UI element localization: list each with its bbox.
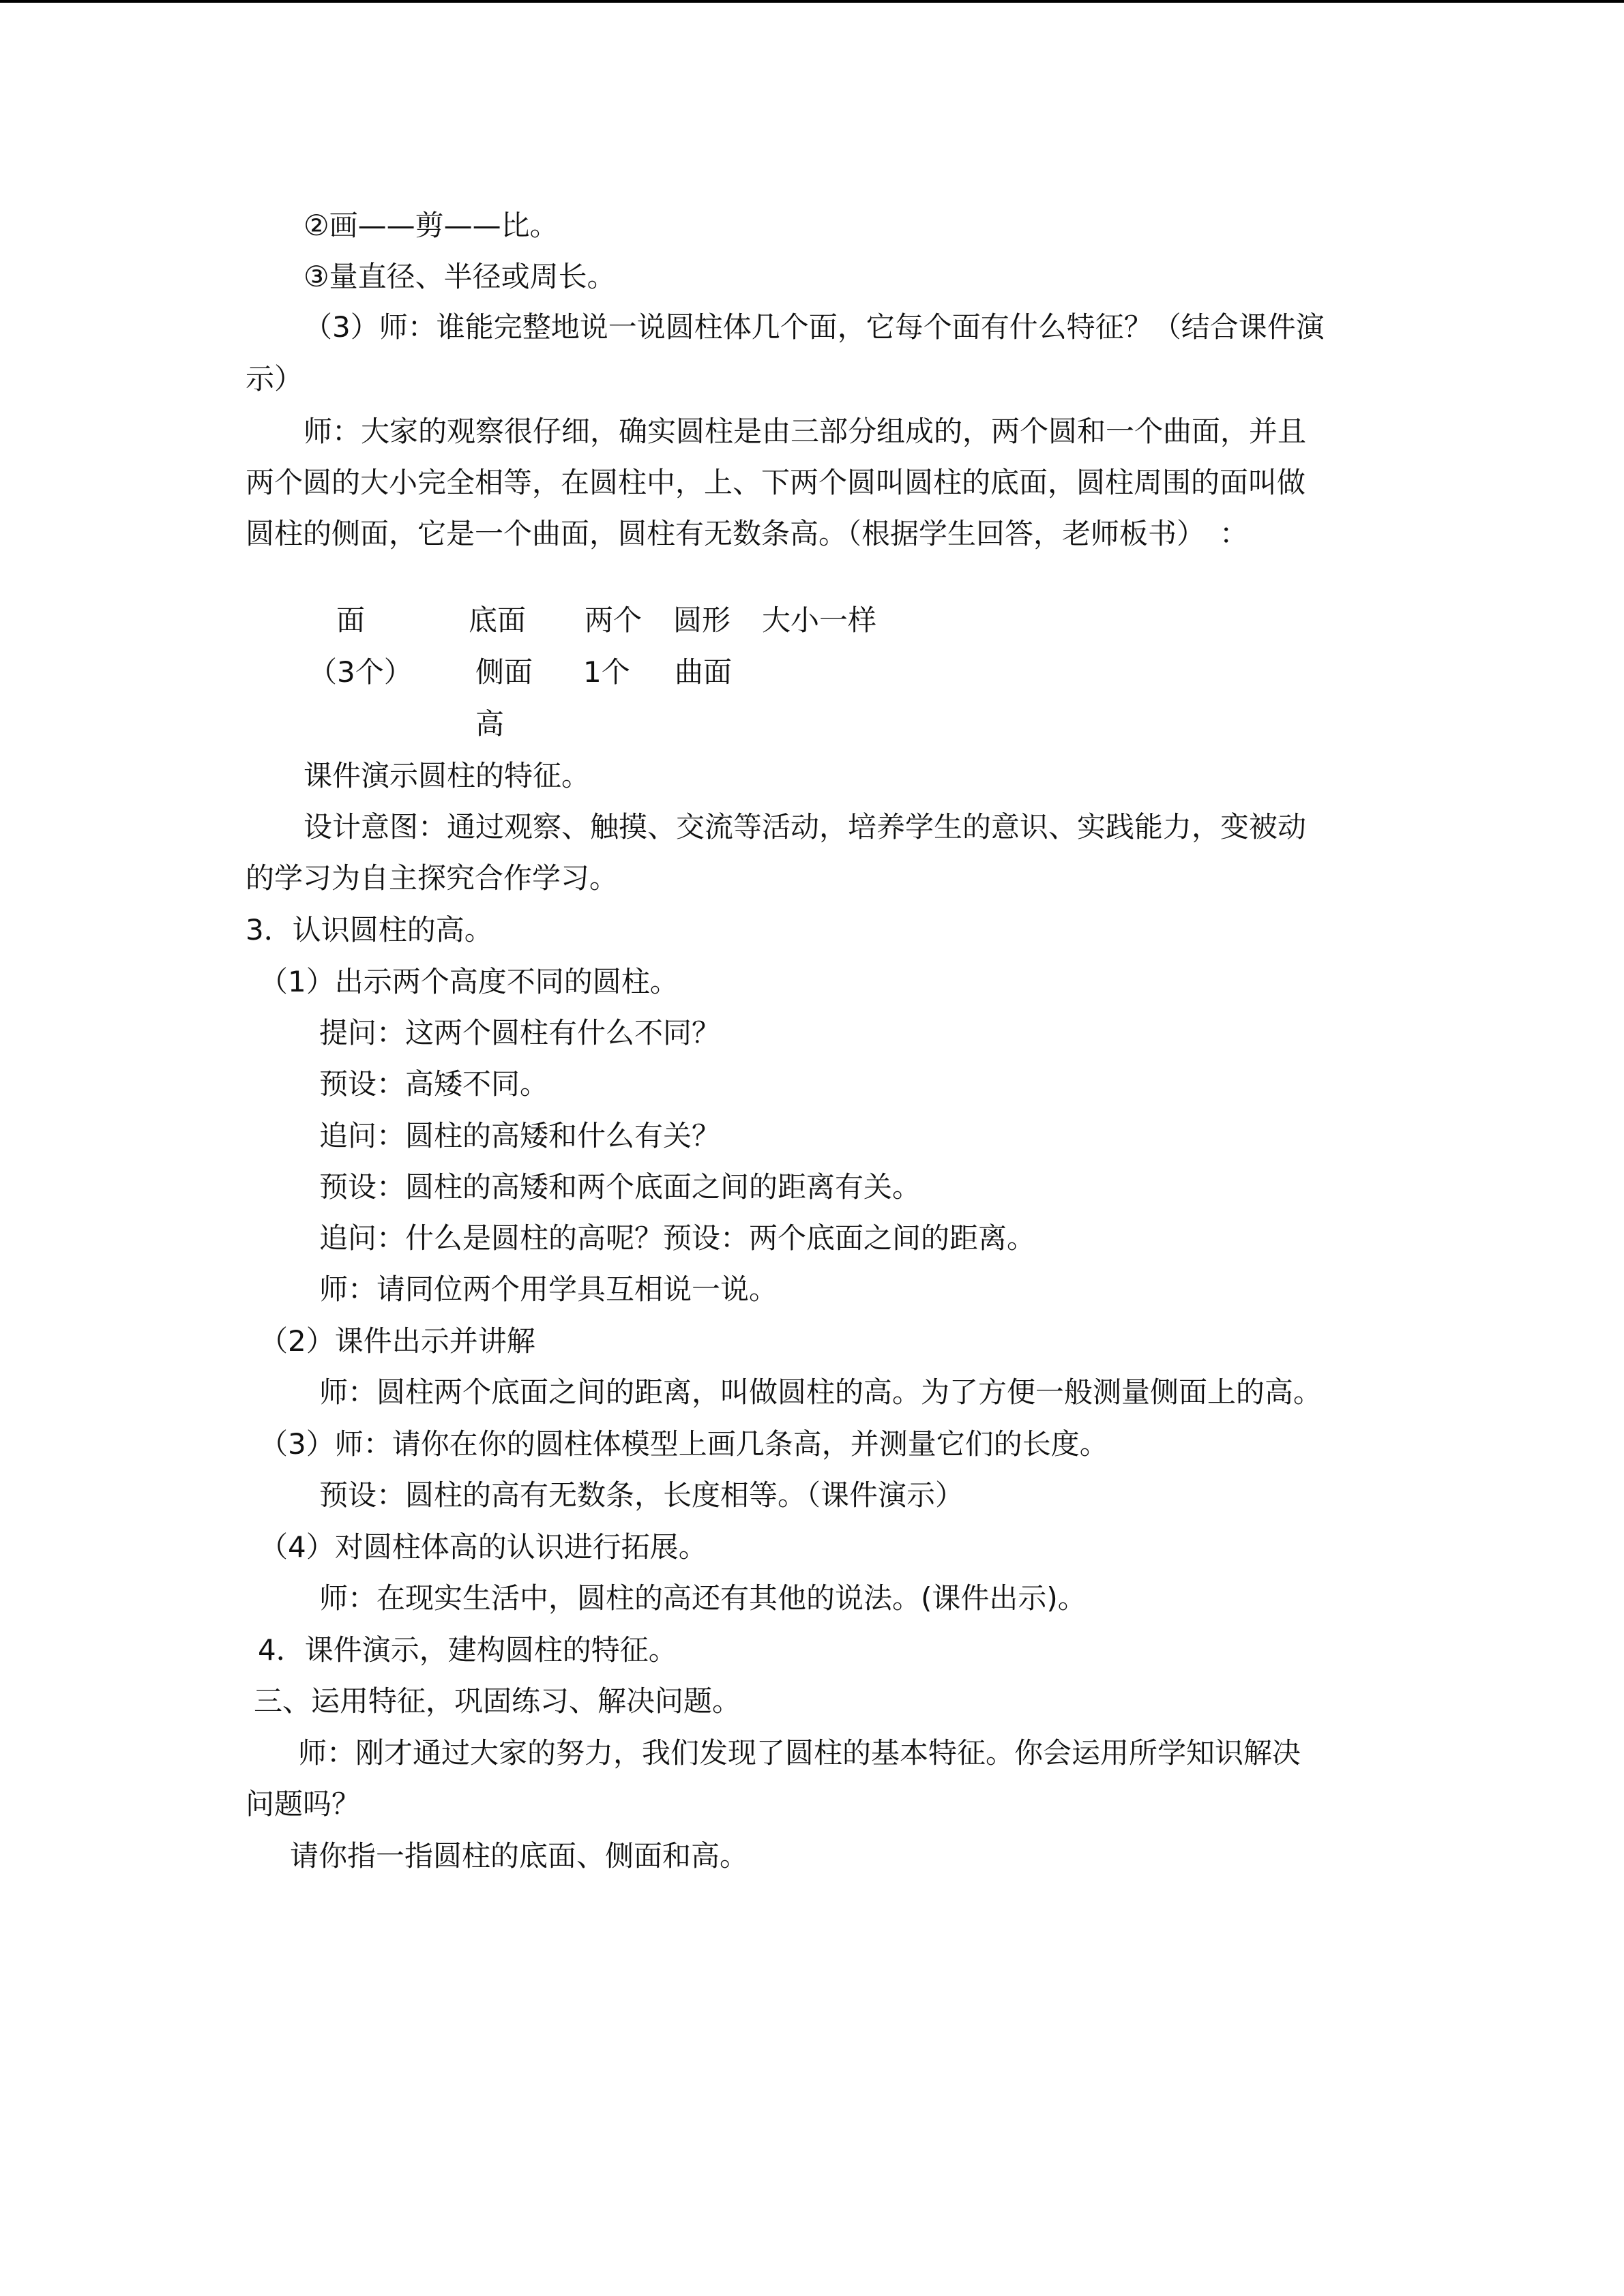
text-line: ③量直径、半径或周长。 [304,260,616,293]
text-line: 师：刚才通过大家的努力，我们发现了圆柱的基本特征。你会运用所学知识解决 [298,1736,1301,1770]
text-line: 预设：圆柱的高矮和两个底面之间的距离有关。 [319,1170,921,1204]
board-cell: 面 [336,603,366,637]
board-cell: 侧面 [475,655,533,689]
text-line: 师：大家的观察很仔细，确实圆柱是由三部分组成的，两个圆和一个曲面，并且 [304,415,1307,448]
board-cell: 高 [475,707,505,741]
text-line: 的学习为自主探究合作学习。 [246,861,619,895]
text-line: 课件演示圆柱的特征。 [304,759,591,792]
text-line: （3）师：请你在你的圆柱体模型上画几条高，并测量它们的长度。 [259,1427,1108,1461]
board-cell: 1个 [583,655,630,689]
section-heading: 三、运用特征，巩固练习、解决问题。 [254,1684,741,1718]
board-cell: （3个） [308,655,413,689]
text-line: 追问：圆柱的高矮和什么有关？ [319,1119,721,1152]
text-line: 师：请同位两个用学具互相说一说。 [319,1272,778,1306]
text-line: 示） [246,362,304,396]
top-border [0,0,1624,3]
text-line: 师：圆柱两个底面之间的距离，叫做圆柱的高。为了方便一般测量侧面上的高。 [319,1375,1323,1409]
text-line: （3）师：谁能完整地说一说圆柱体几个面，它每个面有什么特征？（结合课件演 [304,310,1325,344]
text-line: 追问：什么是圆柱的高呢？预设：两个底面之间的距离。 [319,1221,1036,1255]
text-line: 问题吗？ [246,1787,361,1821]
text-line: ②画——剪——比。 [304,209,559,242]
text-line: 预设：圆柱的高有无数条，长度相等。（课件演示） [319,1478,964,1512]
text-line: 请你指一指圆柱的底面、侧面和高。 [290,1839,749,1873]
text-line: 圆柱的侧面，它是一个曲面，圆柱有无数条高。（根据学生回答，老师板书） ： [246,517,1249,550]
board-cell: 曲面 [675,655,733,689]
text-line: 预设：高矮不同。 [319,1067,549,1101]
text-line: （4）对圆柱体高的认识进行拓展。 [259,1530,707,1564]
text-line: 提问：这两个圆柱有什么不同？ [319,1016,721,1049]
board-cell: 两个 [585,603,643,637]
board-cell: 圆形 [673,603,731,637]
board-cell: 大小一样 [762,603,877,637]
text-line: （2）课件出示并讲解 [259,1324,535,1358]
section-heading: 4．课件演示，建构圆柱的特征。 [258,1633,677,1667]
board-cell: 底面 [469,603,527,637]
text-line: 师：在现实生活中，圆柱的高还有其他的说法。(课件出示)。 [319,1581,1087,1615]
text-line: （1）出示两个高度不同的圆柱。 [259,965,679,998]
text-line: 设计意图：通过观察、触摸、交流等活动，培养学生的意识、实践能力，变被动 [304,810,1307,844]
section-heading: 3．认识圆柱的高。 [246,913,493,946]
text-line: 两个圆的大小完全相等，在圆柱中，上、下两个圆叫圆柱的底面，圆柱周围的面叫做 [246,466,1306,499]
